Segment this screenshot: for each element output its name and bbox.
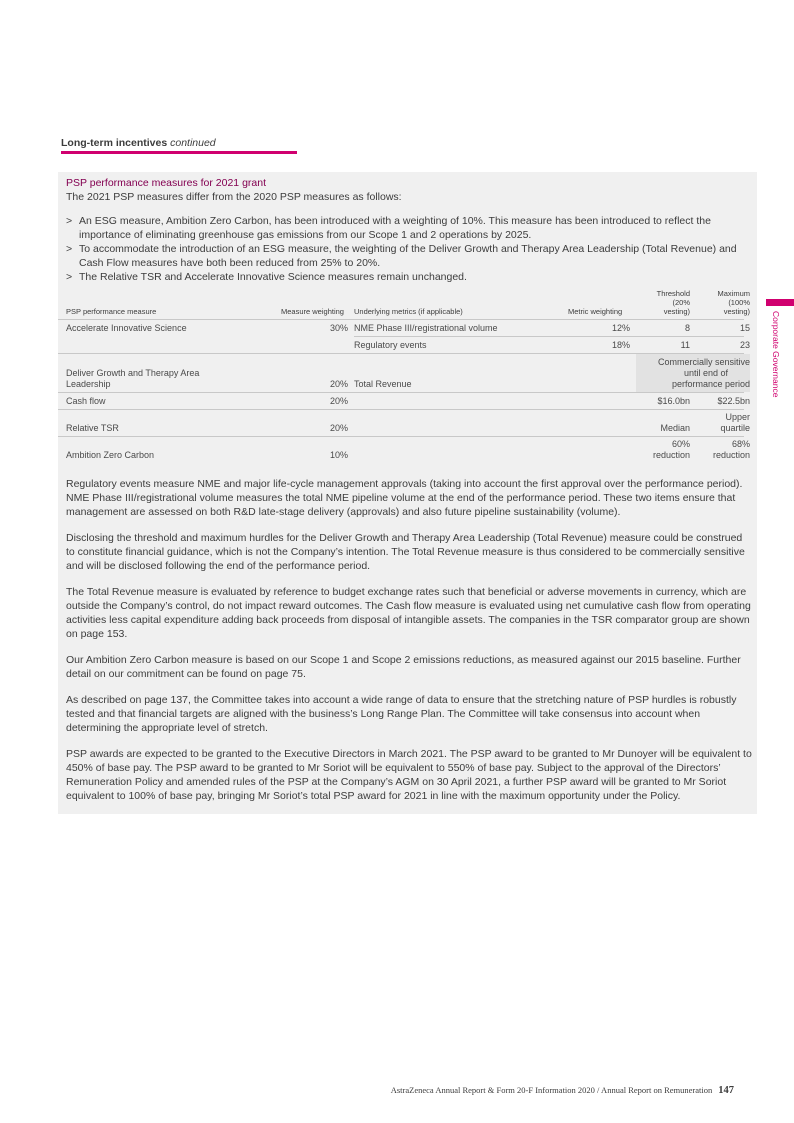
threshold-value [642,439,690,461]
maximum-line-2: reduction [712,450,750,460]
table-row [58,320,750,336]
side-section-label: Corporate Governance [771,311,781,398]
maximum-line-1: Upper [725,412,750,422]
measure-name: Cash flow [66,396,106,406]
measure-weight: 10% [329,450,348,460]
measure-name: Ambition Zero Carbon [66,450,155,460]
col-header-maximum [694,289,750,316]
page-number: 147 [718,1085,734,1096]
panel-content [66,177,752,284]
col-header-measure: PSP performance measure [66,307,157,316]
maximum-value [694,412,750,434]
table-row [58,393,750,410]
measure-name [66,368,199,390]
col-header-weighting: Measure weighting [281,307,344,316]
maximum-value [694,439,750,461]
panel-intro: The 2021 PSP measures differ from the 2020 PSP measures as follows: [66,191,402,203]
measure-name: Accelerate Innovative Science [66,323,187,333]
measure-name-line-2: Leadership [66,379,111,389]
body-paragraph: Our Ambition Zero Carbon measure is based on our Scope 1 and Scope 2 emissions reductions, as measured against our 2015 baseline. Further detail on our commitment can be found on page 75. [66,654,741,680]
note-line-1: Commercially sensitive [657,357,750,367]
commercially-sensitive-note [636,357,750,390]
maximum-line-1: 68% [731,439,750,449]
col-header-metric-weighting: Metric weighting [568,307,623,316]
col-header-threshold [642,289,690,316]
metric-name: Total Revenue [354,379,412,389]
metric-name: Regulatory events [354,340,427,350]
measure-name-line-1: Deliver Growth and Therapy Area [66,368,200,378]
body-paragraph: The Total Revenue measure is evaluated by reference to budget exchange rates such that beneficial or adverse movements in currency, which are outside the Company’s control, do not impact reward outcomes. The Cash flow measure is evaluated using net cumulative cash flow from operating activities less capital expenditure adding back proceeds from disposal of intangible assets. The companies in the TSR comparator group are shown on page 153. [66,586,751,640]
changes-list [66,214,752,284]
metric-name: NME Phase III/registrational volume [354,323,498,333]
psp-measures-panel [58,172,757,814]
bullet-text: The Relative TSR and Accelerate Innovative Science measures remain unchanged. [79,271,467,283]
bullet-marker: > [66,215,73,227]
section-title [61,137,216,149]
bullet-text: To accommodate the introduction of an ESG measure, the weighting of the Deliver Growth and Therapy Area Leadership (Total Revenue) and Cash Flow measures have both been reduced from 25% to 20%. [79,243,737,269]
threshold-line-2: (20% [672,298,690,307]
threshold-value: Median [660,423,690,433]
list-item [66,270,752,284]
table-header [58,289,750,320]
section-title-text: Long-term incentives [61,137,168,149]
metric-weight: 12% [611,323,630,333]
threshold-line-2: reduction [652,450,690,460]
threshold-line-3: vesting) [663,307,690,316]
table-row [58,410,750,437]
body-paragraph: As described on page 137, the Committee takes into account a wide range of data to ensure that the stretching nature of PSP hurdles is robustly tested and that financial targets are aligned with the business’s Long Range Plan. The Committee will take consensus into account when determining the appropriate level of stretch. [66,694,737,734]
side-tab-marker [766,299,794,306]
threshold-value: $16.0bn [657,396,690,406]
threshold-line-1: Threshold [656,289,690,298]
measure-weight: 20% [329,423,348,433]
table-row [58,437,750,463]
maximum-line-3: vesting) [723,307,750,316]
note-line-3: performance period [671,379,750,389]
body-paragraph: Disclosing the threshold and maximum hurdles for the Deliver Growth and Therapy Area Leadership (Total Revenue) measure could be construed to constitute financial guidance, which is not the Company’s intention. The Total Revenue measure is thus considered to be commercially sensitive and will be disclosed following the end of the performance period. [66,532,745,572]
bullet-marker: > [66,243,73,255]
panel-heading: PSP performance measures for 2021 grant [66,177,266,189]
threshold-value: 11 [680,340,690,350]
body-paragraph: PSP awards are expected to be granted to the Executive Directors in March 2021. The PSP award to be granted to Mr Dunoyer will be equivalent to 450% of base pay. The PSP award to be granted to Mr Soriot will be equivalent to 550% of base pay. Subject to the approval of the Directors’ Remuneration Policy and amended rules of the PSP at the Company’s AGM on 30 April 2021, a further PSP award will be granted to Mr Soriot equivalent to 100% of base pay, bringing Mr Soriot’s total PSP award for 2021 in line with the maximum opportunity under the Policy. [66,748,752,802]
measure-weight: 20% [329,379,348,389]
maximum-value: 23 [739,340,750,350]
maximum-line-2: quartile [720,423,750,433]
table-row [58,354,750,393]
psp-measures-table [58,289,750,463]
threshold-value: 8 [684,323,690,333]
metric-weight: 18% [611,340,630,350]
maximum-line-1: Maximum [717,289,750,298]
threshold-line-1: 60% [671,439,690,449]
bullet-marker: > [66,271,73,283]
measure-name: Relative TSR [66,423,119,433]
title-underline [61,151,297,154]
maximum-value: $22.5bn [717,396,750,406]
body-text [66,477,752,815]
section-title-suffix: continued [170,137,216,149]
col-header-metrics: Underlying metrics (if applicable) [354,307,463,316]
measure-weight: 30% [329,323,348,333]
maximum-value: 15 [739,323,750,333]
footer-text: AstraZeneca Annual Report & Form 20-F Information 2020 / Annual Report on Remuneration [390,1085,713,1095]
bullet-text: An ESG measure, Ambition Zero Carbon, has been introduced with a weighting of 10%. This measure has been introduced to reflect the importance of eliminating greenhouse gas emissions from our Scope 1 and 2 operations by 2025. [79,215,711,241]
table-row [58,337,750,354]
body-paragraph: Regulatory events measure NME and major life-cycle management approvals (taking into account the first approval over the performance period). NME Phase III/registrational volume measures the total NME pipeline volume at the end of the performance period. These two items ensure that management are assessed on both R&D late-stage delivery (approvals) and also future pipeline sustainability (volume). [66,478,743,518]
list-item [66,214,752,242]
list-item [66,242,752,270]
note-line-2: until end of [683,368,728,378]
maximum-line-2: (100% [728,298,750,307]
measure-weight: 20% [329,396,348,406]
page-footer [391,1085,734,1096]
